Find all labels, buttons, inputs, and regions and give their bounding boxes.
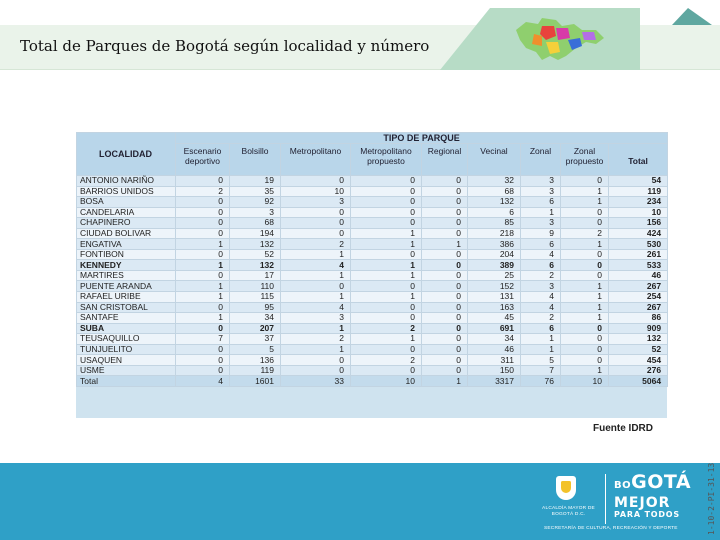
cell-value: 3: [521, 218, 561, 229]
cell-value: 0: [351, 207, 422, 218]
table-row: [77, 197, 668, 208]
cell-value: 1: [422, 239, 468, 250]
cell-value: 0: [422, 270, 468, 281]
cell-value: 152: [468, 281, 521, 292]
cell-value: 3: [521, 186, 561, 197]
cell-value: 1: [521, 207, 561, 218]
cell-value: 3: [281, 197, 351, 208]
cell-value: 25: [468, 270, 521, 281]
cell-value: 0: [422, 228, 468, 239]
cell-value: 530: [609, 239, 668, 250]
cell-value: 68: [230, 218, 281, 229]
cell-value: 0: [176, 207, 230, 218]
cell-value: 131: [468, 292, 521, 303]
cell-value: 389: [468, 260, 521, 271]
table-row: [77, 260, 668, 271]
cell-value: 424: [609, 228, 668, 239]
bogota-shield-icon: [556, 476, 576, 500]
cell-value: 0: [422, 302, 468, 313]
cell-value: 86: [609, 313, 668, 324]
cell-value: 10: [561, 376, 609, 387]
cell-value: 276: [609, 365, 668, 376]
table-row: [77, 376, 668, 387]
table-row: [77, 302, 668, 313]
cell-value: 92: [230, 197, 281, 208]
cell-value: 6: [521, 260, 561, 271]
cell-value: 909: [609, 323, 668, 334]
cell-value: 4: [521, 302, 561, 313]
cell-value: 0: [281, 365, 351, 376]
locality-name: CIUDAD BOLIVAR: [77, 228, 176, 239]
cell-value: 2: [351, 323, 422, 334]
cell-value: 10: [609, 207, 668, 218]
locality-name: TUNJUELITO: [77, 344, 176, 355]
cell-value: 0: [176, 323, 230, 334]
cell-value: 2: [176, 186, 230, 197]
column-header: Total: [609, 144, 668, 176]
cell-value: 2: [561, 228, 609, 239]
cell-value: 1: [176, 292, 230, 303]
cell-value: 1: [281, 270, 351, 281]
cell-value: 1: [351, 292, 422, 303]
cell-value: 6: [521, 239, 561, 250]
cell-value: 0: [176, 302, 230, 313]
cell-value: 85: [468, 218, 521, 229]
column-header: Metropolitano: [281, 144, 351, 176]
cell-value: 76: [521, 376, 561, 387]
cell-value: 7: [521, 365, 561, 376]
locality-name: USME: [77, 365, 176, 376]
cell-value: 0: [176, 270, 230, 281]
locality-name: PUENTE ARANDA: [77, 281, 176, 292]
cell-value: 1: [561, 281, 609, 292]
cell-value: 0: [422, 197, 468, 208]
cell-value: 5: [521, 355, 561, 366]
table-row: [77, 207, 668, 218]
cell-value: 0: [351, 365, 422, 376]
cell-value: 45: [468, 313, 521, 324]
cell-value: 110: [230, 281, 281, 292]
cell-value: 0: [422, 218, 468, 229]
cell-value: 454: [609, 355, 668, 366]
cell-value: 1: [176, 313, 230, 324]
table-row: [77, 176, 668, 187]
cell-value: 52: [609, 344, 668, 355]
cell-value: 0: [422, 207, 468, 218]
cell-value: 1: [561, 292, 609, 303]
cell-value: 1: [351, 228, 422, 239]
cell-value: 0: [561, 218, 609, 229]
table-row: [77, 228, 668, 239]
cell-value: 207: [230, 323, 281, 334]
cell-value: 0: [422, 260, 468, 271]
cell-value: 0: [422, 281, 468, 292]
cell-value: 0: [561, 334, 609, 345]
cell-value: 261: [609, 249, 668, 260]
cell-value: 0: [422, 186, 468, 197]
page-title: Total de Parques de Bogotá según localidad y número: [20, 37, 430, 55]
cell-value: 0: [422, 344, 468, 355]
cell-value: 1: [561, 186, 609, 197]
cell-value: 234: [609, 197, 668, 208]
cell-value: 2: [281, 334, 351, 345]
cell-value: 0: [561, 355, 609, 366]
cell-value: 10: [351, 376, 422, 387]
cell-value: 267: [609, 281, 668, 292]
cell-value: 37: [230, 334, 281, 345]
cell-value: 1: [561, 239, 609, 250]
footer-logos: [541, 470, 691, 534]
parks-table: [76, 132, 668, 387]
cell-value: 4: [281, 302, 351, 313]
cell-value: 3: [230, 207, 281, 218]
side-code: 1-10-2-PI-31-13: [707, 462, 716, 535]
table-row: [77, 186, 668, 197]
cell-value: 132: [230, 239, 281, 250]
cell-value: 5: [230, 344, 281, 355]
cell-value: 0: [351, 218, 422, 229]
alcaldia-label: ALCALDÍA MAYOR DE BOGOTÁ D.C.: [542, 506, 595, 517]
cell-value: 311: [468, 355, 521, 366]
cell-value: 0: [281, 228, 351, 239]
cell-value: 132: [468, 197, 521, 208]
cell-value: 1: [351, 239, 422, 250]
cell-value: 4: [521, 292, 561, 303]
table-row: [77, 334, 668, 345]
locality-name: BOSA: [77, 197, 176, 208]
cell-value: 0: [561, 176, 609, 187]
cell-value: 19: [230, 176, 281, 187]
cell-value: 194: [230, 228, 281, 239]
cell-value: 33: [281, 376, 351, 387]
cell-value: 204: [468, 249, 521, 260]
cell-value: 119: [230, 365, 281, 376]
locality-name: SAN CRISTOBAL: [77, 302, 176, 313]
cell-value: 35: [230, 186, 281, 197]
cell-value: 6: [521, 197, 561, 208]
cell-value: 1: [521, 334, 561, 345]
cell-value: 0: [176, 197, 230, 208]
cell-value: 691: [468, 323, 521, 334]
cell-value: 9: [521, 228, 561, 239]
cell-value: 136: [230, 355, 281, 366]
cell-value: 132: [609, 334, 668, 345]
locality-name: CANDELARIA: [77, 207, 176, 218]
locality-name: SUBA: [77, 323, 176, 334]
locality-name: FONTIBON: [77, 249, 176, 260]
cell-value: 0: [422, 334, 468, 345]
cell-value: 267: [609, 302, 668, 313]
column-header: Zonal propuesto: [561, 144, 609, 176]
cell-value: 2: [351, 355, 422, 366]
cell-value: 254: [609, 292, 668, 303]
source-note: Fuente IDRD: [593, 423, 653, 434]
cell-value: 54: [609, 176, 668, 187]
cell-value: 1: [176, 281, 230, 292]
cell-value: 34: [468, 334, 521, 345]
cell-value: 1: [561, 365, 609, 376]
locality-name: BARRIOS UNIDOS: [77, 186, 176, 197]
cell-value: 1: [351, 270, 422, 281]
cell-value: 0: [351, 249, 422, 260]
locality-name: ENGATIVA: [77, 239, 176, 250]
cell-value: 0: [422, 249, 468, 260]
column-header: Regional: [422, 144, 468, 176]
cell-value: 1: [176, 239, 230, 250]
cell-value: 0: [176, 218, 230, 229]
cell-value: 119: [609, 186, 668, 197]
cell-value: 1: [176, 260, 230, 271]
cell-value: 0: [351, 186, 422, 197]
cell-value: 0: [422, 355, 468, 366]
header-localidad: LOCALIDAD: [77, 133, 176, 176]
bogota-mejor-logo: BOGOTÁ MEJOR PARA TODOS: [614, 471, 692, 519]
cell-value: 0: [351, 176, 422, 187]
cell-value: 218: [468, 228, 521, 239]
table-row: [77, 323, 668, 334]
column-header: Zonal: [521, 144, 561, 176]
cell-value: 1601: [230, 376, 281, 387]
cell-value: 6: [468, 207, 521, 218]
cell-value: 3: [281, 313, 351, 324]
cell-value: 0: [281, 281, 351, 292]
cell-value: 0: [176, 228, 230, 239]
cell-value: 3: [521, 176, 561, 187]
table-row: [77, 239, 668, 250]
locality-name: TEUSAQUILLO: [77, 334, 176, 345]
cell-value: 0: [351, 313, 422, 324]
cell-value: 3317: [468, 376, 521, 387]
cell-value: 4: [176, 376, 230, 387]
cell-value: 0: [176, 344, 230, 355]
cell-value: 0: [351, 302, 422, 313]
locality-name: KENNEDY: [77, 260, 176, 271]
cell-value: 1: [281, 344, 351, 355]
cell-value: 0: [176, 365, 230, 376]
bogota-map-icon: [512, 16, 608, 64]
cell-value: 0: [422, 323, 468, 334]
cell-value: 2: [521, 270, 561, 281]
cell-value: 1: [561, 302, 609, 313]
table-row: [77, 292, 668, 303]
cell-value: 0: [422, 365, 468, 376]
header-tipo-de-parque: TIPO DE PARQUE: [176, 133, 668, 144]
cell-value: 2: [521, 313, 561, 324]
cell-value: 132: [230, 260, 281, 271]
cell-value: 533: [609, 260, 668, 271]
cell-value: 4: [521, 249, 561, 260]
column-header: Escenario deportivo: [176, 144, 230, 176]
table-row: [77, 365, 668, 376]
cell-value: 52: [230, 249, 281, 260]
cell-value: 1: [561, 197, 609, 208]
locality-name: ANTONIO NARIÑO: [77, 176, 176, 187]
cell-value: 0: [422, 292, 468, 303]
cell-value: 1: [422, 376, 468, 387]
locality-name: SANTAFE: [77, 313, 176, 324]
cell-value: 0: [561, 207, 609, 218]
locality-name: MARTIRES: [77, 270, 176, 281]
cell-value: 17: [230, 270, 281, 281]
cell-value: 0: [561, 323, 609, 334]
cell-value: 0: [281, 218, 351, 229]
cell-value: 46: [609, 270, 668, 281]
cell-value: 68: [468, 186, 521, 197]
locality-name: USAQUEN: [77, 355, 176, 366]
cell-value: 0: [281, 176, 351, 187]
cell-value: 95: [230, 302, 281, 313]
corner-fold-decoration: [672, 8, 712, 25]
cell-value: 7: [176, 334, 230, 345]
cell-value: 1: [351, 334, 422, 345]
cell-value: 0: [176, 249, 230, 260]
logo-divider: [605, 474, 606, 524]
cell-value: 150: [468, 365, 521, 376]
cell-value: 1: [351, 260, 422, 271]
cell-value: 2: [281, 239, 351, 250]
column-header: Vecinal: [468, 144, 521, 176]
column-header: Metropolitano propuesto: [351, 144, 422, 176]
cell-value: 1: [561, 313, 609, 324]
parks-table-container: [76, 132, 667, 418]
table-row: [77, 355, 668, 366]
cell-value: 5064: [609, 376, 668, 387]
cell-value: 0: [561, 344, 609, 355]
cell-value: 0: [561, 260, 609, 271]
table-row: [77, 313, 668, 324]
cell-value: 1: [281, 249, 351, 260]
cell-value: 0: [351, 344, 422, 355]
table-row: [77, 249, 668, 260]
table-row: [77, 270, 668, 281]
locality-name: RAFAEL URIBE: [77, 292, 176, 303]
cell-value: 0: [351, 281, 422, 292]
cell-value: 4: [281, 260, 351, 271]
cell-value: 46: [468, 344, 521, 355]
cell-value: 0: [176, 355, 230, 366]
cell-value: 0: [561, 249, 609, 260]
cell-value: 3: [521, 281, 561, 292]
cell-value: 156: [609, 218, 668, 229]
table-row: [77, 281, 668, 292]
cell-value: 34: [230, 313, 281, 324]
cell-value: 115: [230, 292, 281, 303]
cell-value: 163: [468, 302, 521, 313]
cell-value: 386: [468, 239, 521, 250]
cell-value: 0: [422, 176, 468, 187]
cell-value: 1: [521, 344, 561, 355]
cell-value: 6: [521, 323, 561, 334]
column-header: Bolsillo: [230, 144, 281, 176]
cell-value: 0: [281, 355, 351, 366]
cell-value: 0: [422, 313, 468, 324]
table-row: [77, 344, 668, 355]
cell-value: 32: [468, 176, 521, 187]
cell-value: 0: [281, 207, 351, 218]
cell-value: 10: [281, 186, 351, 197]
cell-value: 0: [351, 197, 422, 208]
locality-name: CHAPINERO: [77, 218, 176, 229]
cell-value: 1: [281, 323, 351, 334]
cell-value: 0: [176, 176, 230, 187]
secretaria-label: SECRETARÍA DE CULTURA, RECREACIÓN Y DEPORTE: [544, 526, 678, 531]
locality-name: Total: [77, 376, 176, 387]
cell-value: 1: [281, 292, 351, 303]
table-row: [77, 218, 668, 229]
cell-value: 0: [561, 270, 609, 281]
